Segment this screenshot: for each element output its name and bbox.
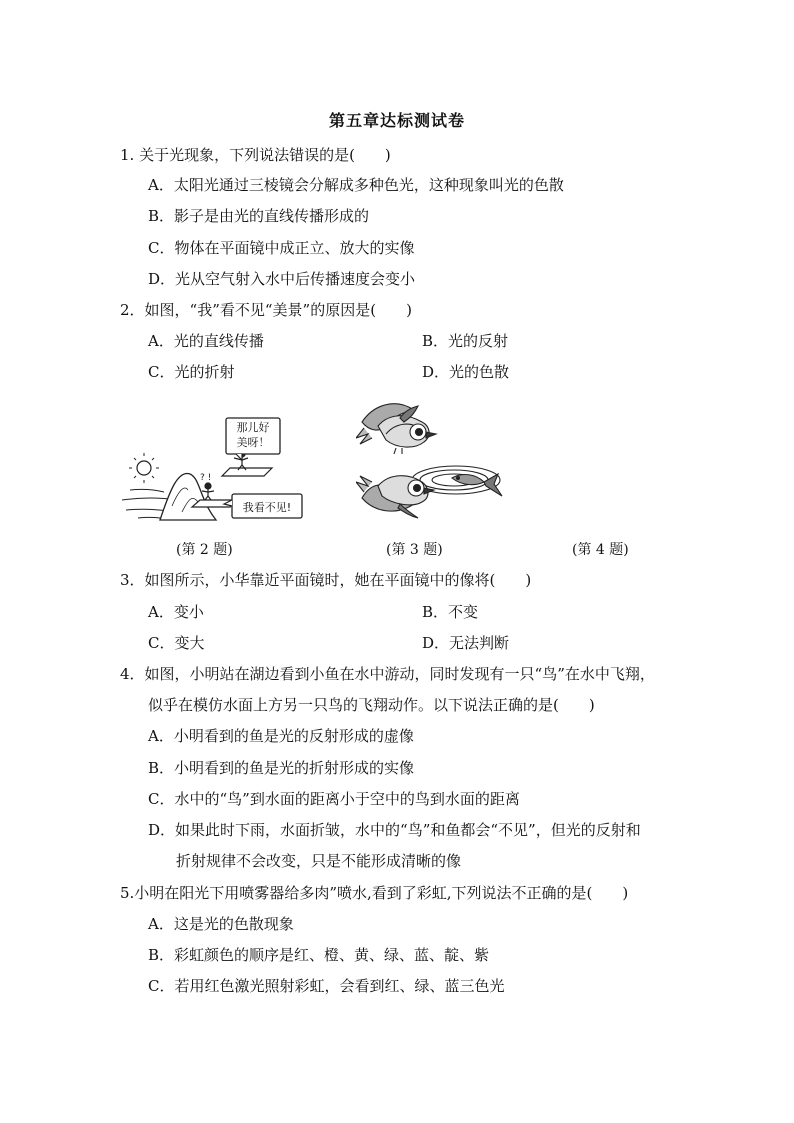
q4-option-d-line-2: 折射规律不会改变，只是不能形成清晰的像 — [176, 852, 462, 870]
bubble-bottom-text: 我看不见! — [242, 501, 292, 514]
q1-stem: 1. 关于光现象，下列说法错误的是( ) — [120, 146, 391, 164]
q1-option-b: B．影子是由光的直线传播形成的 — [148, 207, 370, 225]
bird-top-icon — [356, 404, 436, 454]
q1-option-d: D．光从空气射入水中后传播速度会变小 — [148, 270, 416, 288]
q4-stem-line-1: 4．如图，小明站在湖边看到小鱼在水中游动，同时发现有一只“鸟”在水中飞翔， — [120, 665, 655, 683]
q4-option-c: C．水中的“鸟”到水面的距离小于空中的鸟到水面的距离 — [148, 790, 520, 808]
q3-option-a: A．变小 — [148, 603, 204, 621]
q3-option-b: B．不变 — [422, 603, 479, 621]
bird-bottom-icon — [356, 476, 434, 518]
q4-option-a: A．小明看到的鱼是光的反射形成的虚像 — [148, 727, 414, 745]
q5-stem: 5.小明在阳光下用喷雾器给多肉”喷水,看到了彩虹,下列说法不正确的是( ) — [120, 884, 629, 902]
q5-option-b: B．彩虹颜色的顺序是红、橙、黄、绿、蓝、靛、紫 — [148, 946, 490, 964]
q2-option-c: C．光的折射 — [148, 363, 235, 381]
q2-option-d: D．光的色散 — [422, 363, 510, 381]
page-title: 第五章达标测试卷 — [328, 111, 465, 130]
q2-stem: 2．如图，“我”看不见“美景”的原因是( ) — [120, 301, 412, 319]
question-marks: ? ! — [200, 473, 212, 483]
sun-icon — [129, 453, 159, 483]
caption-figure-3: (第 3 题) — [386, 542, 443, 558]
figure-q4-illustration — [356, 392, 504, 526]
q2-option-a: A．光的直线传播 — [148, 332, 264, 350]
q4-stem-line-2: 似乎在模仿水面上方另一只鸟的飞翔动作。以下说法正确的是( ) — [148, 696, 595, 714]
q3-option-d: D．无法判断 — [422, 634, 510, 652]
q3-option-c: C．变大 — [148, 634, 205, 652]
bubble-top-text: 那儿好美呀！ — [236, 421, 270, 449]
q5-option-a: A．这是光的色散现象 — [148, 915, 294, 933]
q1-option-a: A．太阳光通过三棱镜会分解成多种色光，这种现象叫光的色散 — [148, 176, 564, 194]
caption-figure-2: (第 2 题) — [176, 542, 233, 558]
q4-option-d-line-1: D．如果此时下雨，水面折皱，水中的“鸟”和鱼都会“不见”，但光的反射和 — [148, 821, 641, 839]
q3-stem: 3．如图所示，小华靠近平面镜时，她在平面镜中的像将( ) — [120, 571, 532, 589]
q1-option-c: C．物体在平面镜中成正立、放大的实像 — [148, 239, 415, 257]
figure-q2-illustration — [120, 408, 310, 528]
q2-option-b: B．光的反射 — [422, 332, 509, 350]
caption-figure-4: (第 4 题) — [572, 542, 629, 558]
q5-option-c: C．若用红色激光照射彩虹，会看到红、绿、蓝三色光 — [148, 977, 505, 995]
q4-option-b: B．小明看到的鱼是光的折射形成的实像 — [148, 759, 415, 777]
